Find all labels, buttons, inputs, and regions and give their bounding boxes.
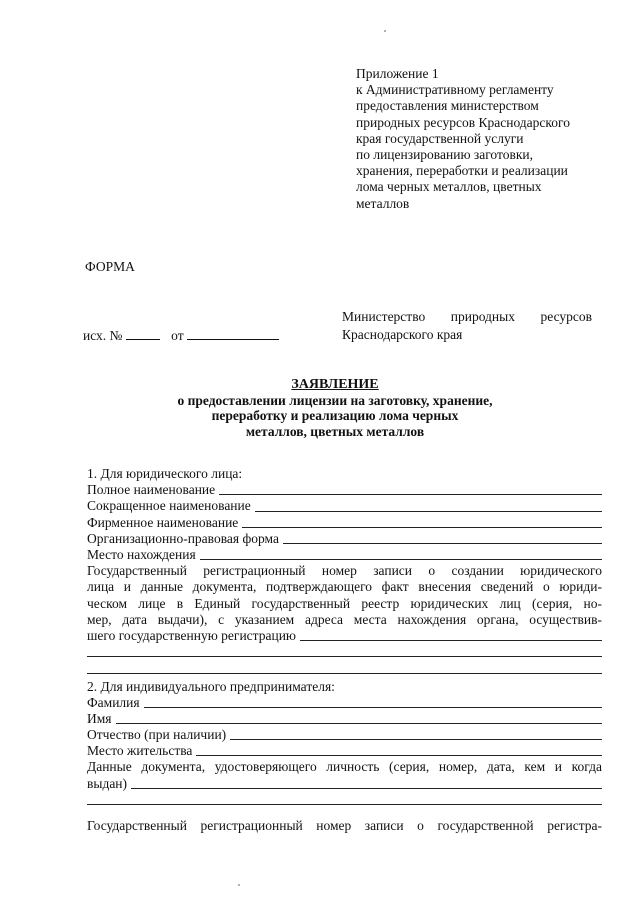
- form-body: [87, 466, 602, 834]
- surname-field[interactable]: [144, 706, 602, 708]
- form-field-row: [87, 727, 602, 743]
- field-label: выдан): [87, 775, 128, 791]
- appendix-block: [356, 66, 606, 212]
- field-label: Фирменное наименование: [87, 514, 239, 530]
- outgoing-date-blank[interactable]: [187, 328, 279, 340]
- appendix-line: к Административному регламенту: [356, 82, 554, 98]
- field-label: Отчество (при наличии): [87, 727, 227, 743]
- field-label: Фамилия: [87, 694, 140, 710]
- outgoing-date-label: от: [171, 328, 184, 343]
- appendix-line: лома черных металлов, цветных: [356, 179, 542, 195]
- identity-document-paragraph: [87, 759, 602, 775]
- form-field-row: [87, 743, 602, 759]
- application-subtitle-line: переработку и реализацию лома черных: [211, 408, 459, 423]
- short-name-field[interactable]: [255, 510, 602, 512]
- ministry-addressee: [342, 308, 592, 344]
- appendix-line: Приложение 1: [356, 66, 439, 81]
- form-field-row: [87, 498, 602, 514]
- continuation-line[interactable]: [87, 792, 602, 808]
- registration-paragraph: [87, 563, 602, 628]
- first-name-field[interactable]: [116, 722, 602, 724]
- section-header: 2. Для индивидуального предпринимателя:: [87, 678, 335, 694]
- field-label: Место жительства: [87, 743, 193, 759]
- ministry-line: Министерство природных ресурсов: [342, 309, 592, 324]
- legal-entity-section: [87, 466, 602, 677]
- field-label: Полное наименование: [87, 482, 216, 498]
- appendix-line: края государственной услуги: [356, 130, 524, 146]
- application-subtitle-line: о предоставлении лицензии на заготовку, хранение,: [177, 392, 493, 408]
- ministry-line: Краснодарского края: [342, 327, 463, 342]
- legal-form-field[interactable]: [283, 542, 602, 544]
- field-label: Сокращенное наименование: [87, 498, 251, 514]
- form-label: ФОРМА: [85, 259, 135, 274]
- field-label: Организационно-правовая форма: [87, 530, 279, 546]
- form-field-row: [87, 531, 602, 547]
- outgoing-number-line: [83, 328, 279, 344]
- paragraph-line: ческом лице в Единый государственный реестр юридических лиц (серия, но-: [87, 595, 602, 611]
- scan-speck: [384, 30, 386, 32]
- continuation-line[interactable]: [87, 644, 602, 660]
- residence-field[interactable]: [196, 754, 602, 756]
- appendix-line: предоставления министерством: [356, 98, 539, 114]
- paragraph-line: Государственный регистрационный номер записи о создании юридического: [87, 563, 602, 579]
- paragraph-line: Данные документа, удостоверяющего личность (серия, номер, дата, кем и когда: [87, 759, 602, 775]
- form-field-row: [87, 515, 602, 531]
- application-heading: [120, 377, 550, 439]
- individual-entrepreneur-section: [87, 679, 602, 835]
- field-label: шего государственную регистрацию: [87, 627, 296, 643]
- full-name-field[interactable]: [219, 493, 602, 495]
- form-field-row: [87, 776, 602, 792]
- appendix-line: по лицензированию заготовки,: [356, 147, 534, 163]
- patronymic-field[interactable]: [230, 738, 602, 740]
- section-header: 1. Для юридического лица:: [87, 466, 243, 481]
- registration-authority-field[interactable]: [300, 639, 602, 641]
- form-field-row: [87, 711, 602, 727]
- form-field-row: [87, 482, 602, 498]
- outgoing-number-label: исх. №: [83, 328, 123, 343]
- application-title: ЗАЯВЛЕНИЕ: [291, 377, 379, 392]
- appendix-line: хранения, переработки и реализации: [356, 163, 568, 179]
- form-field-row: [87, 628, 602, 644]
- identity-document-field[interactable]: [131, 787, 602, 789]
- registration-number-line: Государственный регистрационный номер записи о государственной регистра-: [87, 818, 602, 834]
- brand-name-field[interactable]: [242, 526, 602, 528]
- field-label: Имя: [87, 710, 112, 726]
- form-field-row: [87, 695, 602, 711]
- field-label: Место нахождения: [87, 546, 196, 562]
- application-subtitle-line: металлов, цветных металлов: [245, 423, 425, 439]
- outgoing-number-blank[interactable]: [126, 328, 160, 340]
- paragraph-line: лица и данные документа, подтверждающего факт внесения сведений о юриди-: [87, 579, 602, 595]
- paragraph-line: мер, дата выдачи), с указанием адреса места нахождения органа, осуществив-: [87, 611, 602, 627]
- continuation-line[interactable]: [87, 660, 602, 676]
- appendix-line: металлов: [356, 195, 410, 211]
- scan-speck: [238, 884, 240, 886]
- appendix-line: природных ресурсов Краснодарского: [356, 114, 570, 130]
- form-field-row: [87, 547, 602, 563]
- location-field[interactable]: [200, 558, 602, 560]
